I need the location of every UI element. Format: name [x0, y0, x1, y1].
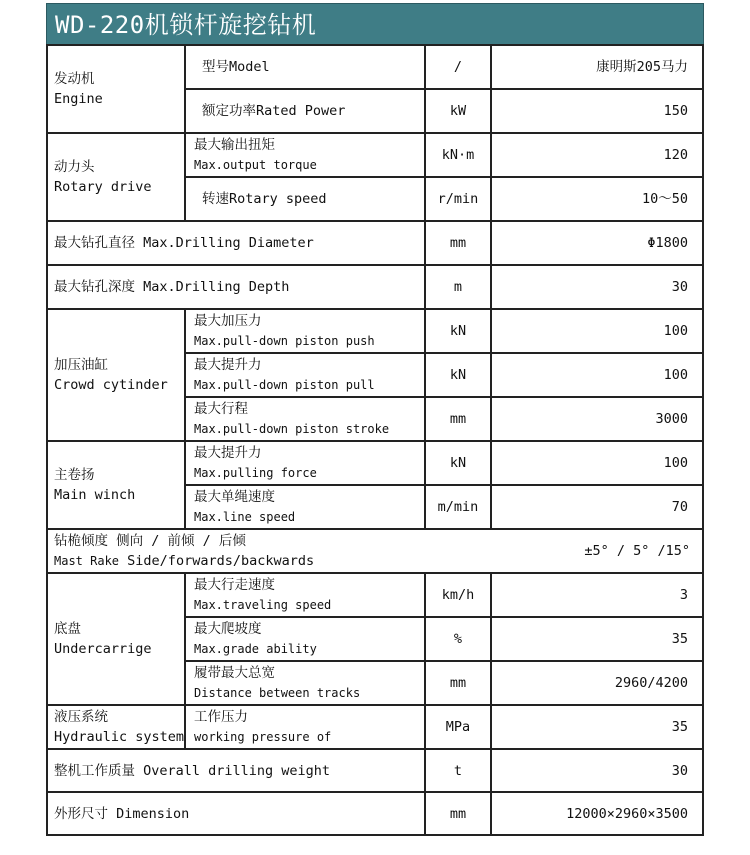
column-rule	[184, 396, 186, 442]
spec-unit-text: MPa	[445, 719, 471, 735]
spec-unit	[426, 706, 490, 748]
column-rule	[490, 748, 492, 793]
spec-value-text: 30	[671, 762, 688, 779]
spec-unit-text: t	[453, 762, 463, 779]
spec-label	[54, 222, 418, 264]
spec-value-text: 12000×2960×3500	[566, 805, 688, 822]
spec-label-zh: 额定功率	[202, 103, 256, 119]
spec-label-zh: 转速	[202, 191, 229, 207]
group-label	[54, 574, 180, 704]
group-label-zh: 加压油缸	[54, 357, 108, 373]
spec-value-text: 35	[671, 719, 688, 735]
spec-label	[194, 486, 420, 528]
group-label-en: Undercarrige	[54, 641, 152, 657]
spec-unit-text: r/min	[437, 191, 479, 207]
spec-label-en: Max.traveling speed	[194, 598, 332, 612]
table-rule	[46, 834, 704, 836]
column-rule	[490, 264, 492, 310]
column-rule	[490, 616, 492, 662]
spec-value	[494, 442, 688, 484]
column-rule	[184, 308, 186, 354]
spec-label	[54, 266, 418, 308]
spec-label	[202, 46, 418, 88]
group-label-zh: 液压系统	[54, 709, 108, 725]
spec-value	[494, 793, 688, 834]
spec-unit	[426, 618, 490, 660]
column-rule	[490, 572, 492, 618]
spec-unit-text: mm	[449, 235, 467, 251]
spec-value-text: 2960/4200	[614, 675, 688, 691]
spec-label	[194, 706, 420, 748]
column-rule	[184, 440, 186, 486]
spec-label-en: Rated Power	[256, 103, 346, 119]
spec-unit-text: mm	[449, 411, 467, 427]
spec-unit-text: mm	[449, 675, 467, 691]
column-rule	[184, 132, 186, 178]
spec-label-en: working pressure of	[194, 730, 332, 744]
spec-label	[194, 134, 420, 176]
spec-value	[494, 90, 688, 132]
spec-unit-text: kN	[449, 367, 467, 383]
spec-label	[194, 662, 420, 704]
spec-value-text: 康明斯205马力	[596, 59, 688, 75]
column-rule	[490, 132, 492, 178]
spec-unit	[426, 486, 490, 528]
spec-unit	[426, 134, 490, 176]
spec-label-en: Model	[229, 59, 270, 75]
spec-label-zh: 最大单绳速度	[194, 489, 275, 505]
column-rule	[490, 44, 492, 90]
spec-label-zh: 最大提升力	[194, 445, 262, 461]
spec-label	[194, 442, 420, 484]
group-label-zh: 主卷扬	[54, 467, 95, 483]
group-label-zh: 发动机	[54, 71, 95, 87]
spec-value-text: 10～50	[641, 191, 688, 207]
mast-rake-en: Mast Rake	[54, 554, 120, 568]
spec-value	[494, 618, 688, 660]
spec-value-text: 35	[671, 631, 688, 647]
column-rule	[184, 88, 186, 134]
spec-unit	[426, 90, 490, 132]
column-rule	[490, 308, 492, 354]
spec-label-en: Max.grade ability	[194, 642, 317, 656]
spec-value	[494, 178, 688, 220]
spec-unit-text: kW	[449, 103, 467, 119]
column-rule	[490, 484, 492, 530]
spec-unit	[426, 46, 490, 88]
mast-rake-label	[54, 530, 434, 572]
column-rule	[184, 660, 186, 706]
spec-value	[494, 398, 688, 440]
spec-label-en: Max.pull-down piston stroke	[194, 422, 390, 436]
column-rule	[490, 220, 492, 266]
spec-unit	[426, 222, 490, 264]
column-rule	[490, 88, 492, 134]
spec-label-zh: 最大输出扭矩	[194, 137, 275, 153]
group-label-zh: 底盘	[54, 621, 81, 637]
spec-unit-text: %	[453, 631, 463, 647]
group-label-en: Main winch	[54, 487, 136, 503]
page-title: WD-220机锁杆旋挖钻机	[46, 3, 704, 45]
spec-label-en: Max.pulling force	[194, 466, 317, 480]
spec-label	[194, 398, 420, 440]
spec-label	[202, 178, 418, 220]
spec-value-text: Φ1800	[647, 235, 688, 251]
spec-label-zh: 最大行走速度	[194, 577, 275, 593]
group-label-en: Hydraulic system	[54, 729, 185, 745]
spec-label	[54, 750, 418, 791]
spec-value-text: 3	[679, 587, 688, 603]
spec-label-zh: 工作压力	[194, 709, 248, 725]
column-rule	[490, 352, 492, 398]
group-label	[54, 46, 180, 132]
spec-label	[202, 90, 418, 132]
column-rule	[184, 572, 186, 618]
spec-label-zh: 最大加压力	[194, 313, 262, 329]
spec-unit	[426, 354, 490, 396]
spec-label-text: 最大钻孔直径 Max.Drilling Diameter	[54, 235, 314, 251]
spec-label	[194, 310, 420, 352]
spec-unit	[426, 266, 490, 308]
spec-value-text: 100	[663, 367, 688, 383]
column-rule	[490, 704, 492, 750]
spec-label	[194, 354, 420, 396]
spec-label-zh: 型号	[202, 59, 229, 75]
spec-unit-text: m/min	[437, 499, 479, 515]
column-rule	[490, 440, 492, 486]
column-rule	[184, 44, 186, 90]
spec-unit	[426, 442, 490, 484]
spec-value	[494, 222, 688, 264]
spec-label	[54, 793, 418, 834]
column-rule	[184, 704, 186, 750]
spec-label	[194, 574, 420, 616]
column-rule	[490, 176, 492, 222]
spec-label-text: 整机工作质量 Overall drilling weight	[54, 762, 331, 779]
spec-value	[494, 662, 688, 704]
spec-value	[494, 266, 688, 308]
spec-unit	[426, 750, 490, 791]
spec-value-text: 150	[663, 103, 688, 119]
spec-label-zh: 最大行程	[194, 401, 248, 417]
spec-value	[500, 530, 690, 572]
group-label	[54, 310, 180, 440]
spec-value	[494, 574, 688, 616]
column-rule	[184, 616, 186, 662]
spec-value-text: 30	[671, 279, 688, 295]
spec-value-text: 70	[671, 499, 688, 515]
spec-label-text: 外形尺寸 Dimension	[54, 805, 190, 822]
group-label-zh: 动力头	[54, 159, 95, 175]
column-rule	[490, 660, 492, 706]
mast-rake-directions-en: Side/forwards/backwards	[127, 553, 315, 569]
spec-value-text: ±5° / 5° /15°	[584, 543, 690, 559]
spec-unit-text: mm	[449, 805, 467, 822]
spec-unit-text: kN	[449, 455, 467, 471]
spec-value-text: 3000	[655, 411, 688, 427]
group-label-en: Engine	[54, 91, 103, 107]
spec-value	[494, 706, 688, 748]
mast-rake-zh: 钻桅倾度	[54, 533, 108, 549]
spec-label-zh: 最大提升力	[194, 357, 262, 373]
mast-rake-directions-zh: 侧向 / 前倾 / 后倾	[116, 533, 246, 549]
spec-unit-text: /	[453, 59, 463, 75]
spec-label-en: Max.line speed	[194, 510, 296, 524]
spec-value-text: 100	[663, 455, 688, 471]
spec-unit	[426, 398, 490, 440]
spec-unit-text: kN	[449, 323, 467, 339]
spec-value	[494, 46, 688, 88]
column-rule	[184, 176, 186, 222]
group-label	[54, 706, 185, 748]
group-label-en: Crowd cytinder	[54, 377, 168, 393]
spec-value	[494, 310, 688, 352]
column-rule	[184, 352, 186, 398]
spec-value	[494, 134, 688, 176]
spec-label-zh: 履带最大总宽	[194, 665, 275, 681]
group-label	[54, 442, 180, 528]
spec-label-text: 最大钻孔深度 Max.Drilling Depth	[54, 279, 290, 295]
spec-label-en: Max.output torque	[194, 158, 317, 172]
spec-label-zh: 最大爬坡度	[194, 621, 262, 637]
spec-value	[494, 750, 688, 791]
column-rule	[490, 396, 492, 442]
spec-label-en: Distance between tracks	[194, 686, 361, 700]
spec-unit-text: m	[453, 279, 463, 295]
spec-value-text: 120	[663, 147, 688, 163]
spec-label	[194, 618, 420, 660]
group-label	[54, 134, 180, 220]
spec-label-en: Max.pull-down piston pull	[194, 378, 375, 392]
group-label-en: Rotary drive	[54, 179, 152, 195]
spec-unit	[426, 178, 490, 220]
spec-unit	[426, 662, 490, 704]
spec-unit	[426, 574, 490, 616]
spec-value	[494, 486, 688, 528]
column-rule	[184, 484, 186, 530]
spec-label-en: Rotary speed	[229, 191, 327, 207]
column-rule	[490, 791, 492, 836]
spec-unit-text: km/h	[441, 587, 475, 603]
spec-unit	[426, 793, 490, 834]
spec-label-en: Max.pull-down piston push	[194, 334, 375, 348]
spec-unit-text: kN·m	[441, 147, 475, 163]
spec-value	[494, 354, 688, 396]
spec-value-text: 100	[663, 323, 688, 339]
spec-unit	[426, 310, 490, 352]
